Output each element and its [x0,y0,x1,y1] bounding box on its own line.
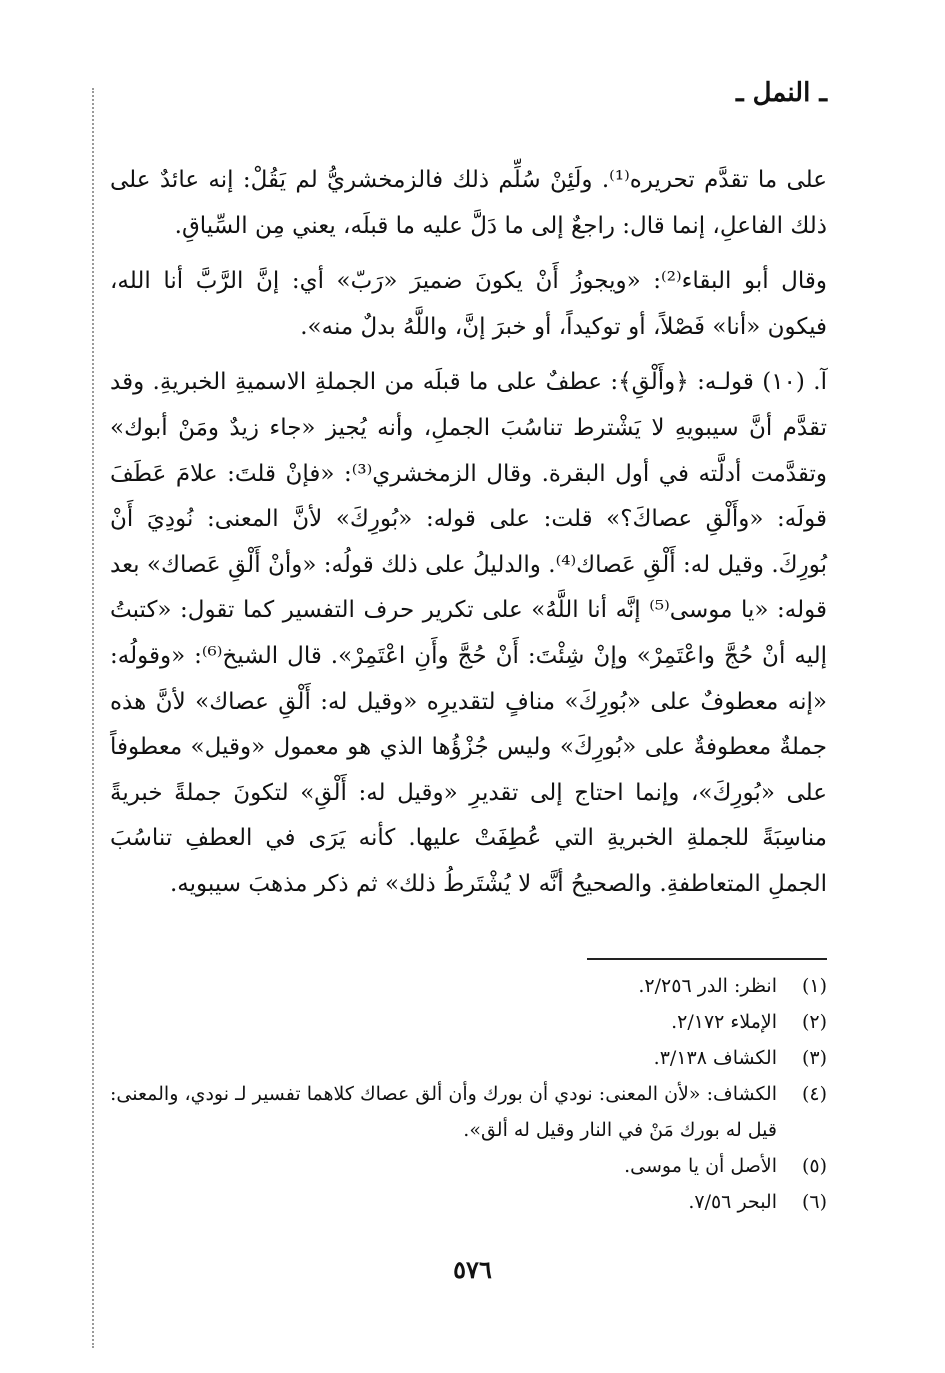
paragraph: على ما تقدَّم تحريره⁽¹⁾. ولَئِنْ سُلِّم ذلك فالزمخشريُّ لم يَقُلْ: إنه عائدٌ على ذلك الفاعلِ، إنما قال: راجعٌ إلى ما دَلَّ عليه ما قبلَه، يعني مِن السِّياقِ. [110,167,827,239]
footnote-text: الأصل أن يا موسى. [624,1155,777,1177]
footnote [110,968,827,1004]
footnote-text: الكشاف ٣/١٣٨. [653,1047,777,1069]
footnotes [110,968,827,1220]
page-edge-dotted-line [92,88,94,1348]
footnote [110,1148,827,1184]
paragraph: آ. (١٠) قولـه: ﴿وأَلْقِ﴾: عطفٌ على ما قبلَه من الجملةِ الاسميةِ الخبريةِ. وقد تقدَّم أنَّ سيبويهِ لا يَشْترط تناسُبَ الجملِ، وأنه يُجيز «جاء زيدٌ ومَنْ أبوك» وتقدَّمت أدلَّته في أول البقرة. وقال الزمخشري⁽³⁾: «فإنْ قلتَ: علامَ عَطَفَ قولَه: «وأَلْقِ عصاكَ؟» قلت: على قوله: «بُورِكَ» لأنَّ المعنى: نُودِيَ أَنْ بُورِكَ. وقيل له: أَلْقِ عَصاك⁽⁴⁾. والدليلُ على ذلك قولُه: «وأنْ أَلْقِ عَصاك» بعد قوله: «يا موسى⁽⁵⁾ إنَّه أنا اللَّهُ» على تكرير حرف التفسير كما تقول: «كتبتُ إليه أنْ حُجَّ واعْتَمِرْ» وإنْ شِئْتَ: أَنْ حُجَّ وأَنِ اعْتَمِرْ». قال الشيخ⁽⁶⁾: «وقولُه: «إنه معطوفٌ على «بُورِكَ» منافٍ لتقديرِه «وقيل له: أَلْقِ عصاك» لأنَّ هذه جملةٌ معطوفةٌ على «بُورِكَ» وليس جُزْؤُها الذي هو معمول «وقيل» معطوفاً على «بُورِكَ»، وإنما احتاج إلى تقديرِ «وقيل له: أَلْقِ» لتكونَ جملةً خبريةً مناسِبَةً للجملةِ الخبريةِ التي عُطِفَتْ عليها. كأنه يَرَى في العطفِ تناسُبَ الجملِ المتعاطفةِ. والصحيحُ أنَّه لا يُشْتَرطُ ذلك» ثم ذكر مذهبَ سيبويه. [110,369,828,897]
footnote [110,1184,827,1220]
main-text [110,158,827,908]
footnote-number: (٥) [801,1155,827,1177]
footnote-number: (١) [801,975,827,997]
footnote-text: الكشاف: «لأن المعنى: نودي أن بورك وأن ألق عصاك كلاهما تفسير لـ نودي، والمعنى: قيل له بورك مَنْ في النار وقيل له ألق». [110,1083,777,1141]
footnote-number: (٣) [801,1047,827,1069]
footnote-separator [587,958,827,960]
page-number: ٥٧٦ [453,1255,492,1284]
footnote-text: الإملاء ٢/١٧٢. [671,1011,777,1033]
footnote [110,1004,827,1040]
footnote-text: البحر ٧/٥٦. [688,1191,777,1213]
footnote-number: (٦) [801,1191,827,1213]
footnote-text: انظر: الدر ٢/٢٥٦. [638,975,777,997]
running-head: ـ النمل ـ [735,78,827,108]
footnote [110,1076,827,1148]
paragraph: وقال أبو البقاء⁽²⁾: «ويجوزُ أَنْ يكونَ ضميرَ «رَبّ» أي: إنَّ الرَّبَّ أنا الله، فيكون «أنا» فَصْلاً، أو توكيداً، أو خبرَ إنَّ، واللَّهُ بدلٌ منه». [110,268,828,340]
footnote-number: (٤) [801,1083,827,1105]
footnote [110,1040,827,1076]
footnote-number: (٢) [801,1011,827,1033]
